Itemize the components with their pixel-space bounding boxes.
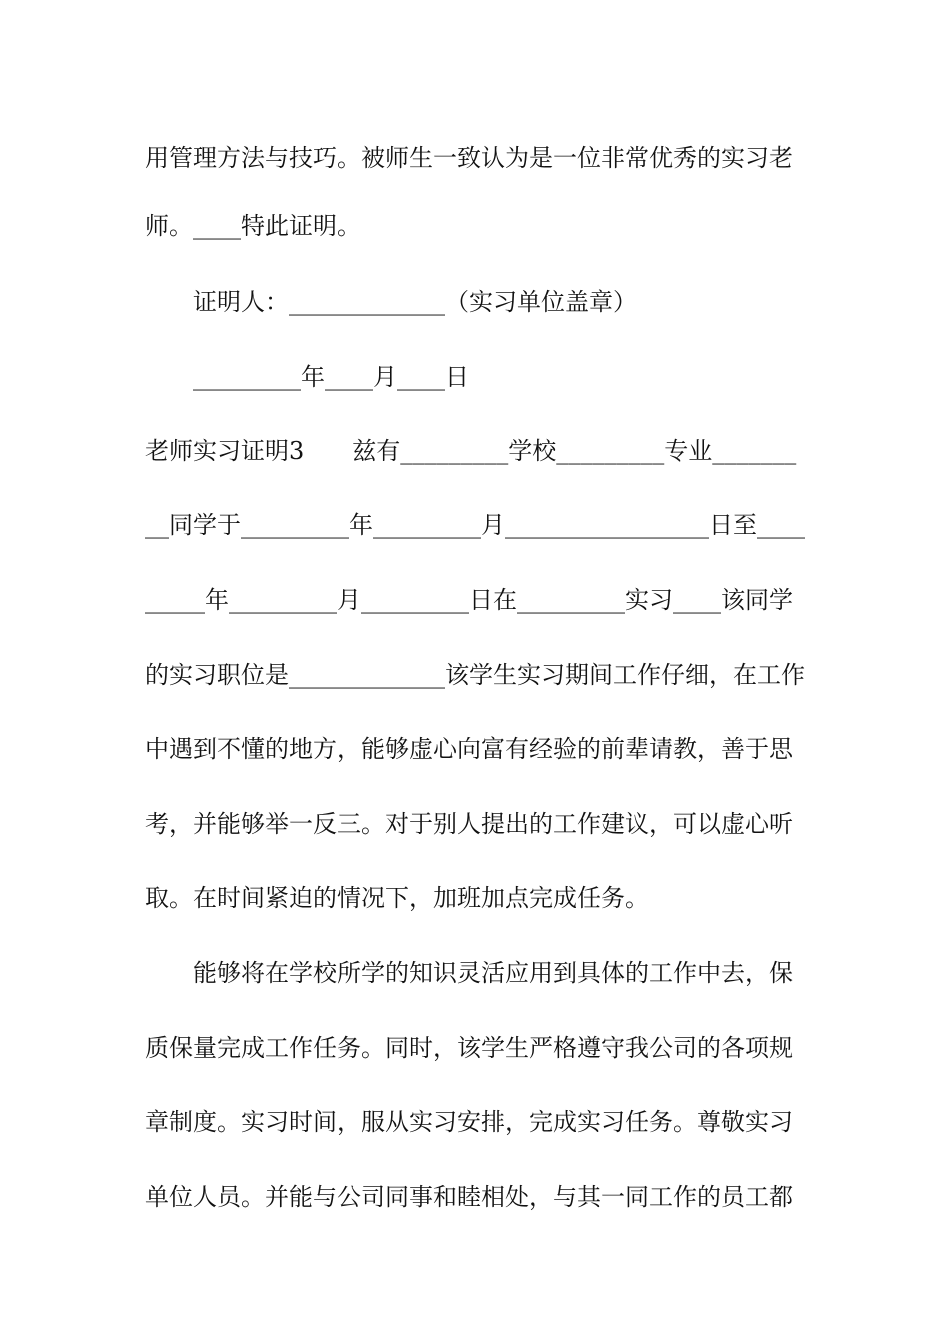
text-line-8: 的实习职位是_____________该学生实习期间工作仔细，在工作 [145,661,805,689]
date-line: _________年____月____日 [193,363,469,391]
paragraph-2-line-1: 能够将在学校所学的知识灵活应用到具体的工作中去，保 [193,959,793,987]
paragraph-2-line-2: 质保量完成工作任务。同时，该学生严格遵守我公司的各项规 [145,1034,793,1062]
text-line-6: __同学于_________年_________月_________________日至____ [145,511,805,539]
paragraph-2-line-4: 单位人员。并能与公司同事和睦相处，与其一同工作的员工都 [145,1183,793,1211]
text-line-2: 师。____特此证明。 [145,212,361,240]
text-line-10: 考，并能够举一反三。对于别人提出的工作建议，可以虚心听 [145,810,793,838]
certificate-heading-line: 老师实习证明3 兹有_________学校_________专业_______ [145,437,797,465]
text-line-9: 中遇到不懂的地方，能够虚心向富有经验的前辈请教，善于思 [145,735,793,763]
text-line-7: _____年_________月_________日在_________实习____该同学 [145,586,793,614]
certifier-line: 证明人：_____________（实习单位盖章） [193,288,637,316]
paragraph-2-line-3: 章制度。实习时间，服从实习安排，完成实习任务。尊敬实习 [145,1108,793,1136]
text-line-1: 用管理方法与技巧。被师生一致认为是一位非常优秀的实习老 [145,144,793,172]
text-line-11: 取。在时间紧迫的情况下，加班加点完成任务。 [145,884,649,912]
